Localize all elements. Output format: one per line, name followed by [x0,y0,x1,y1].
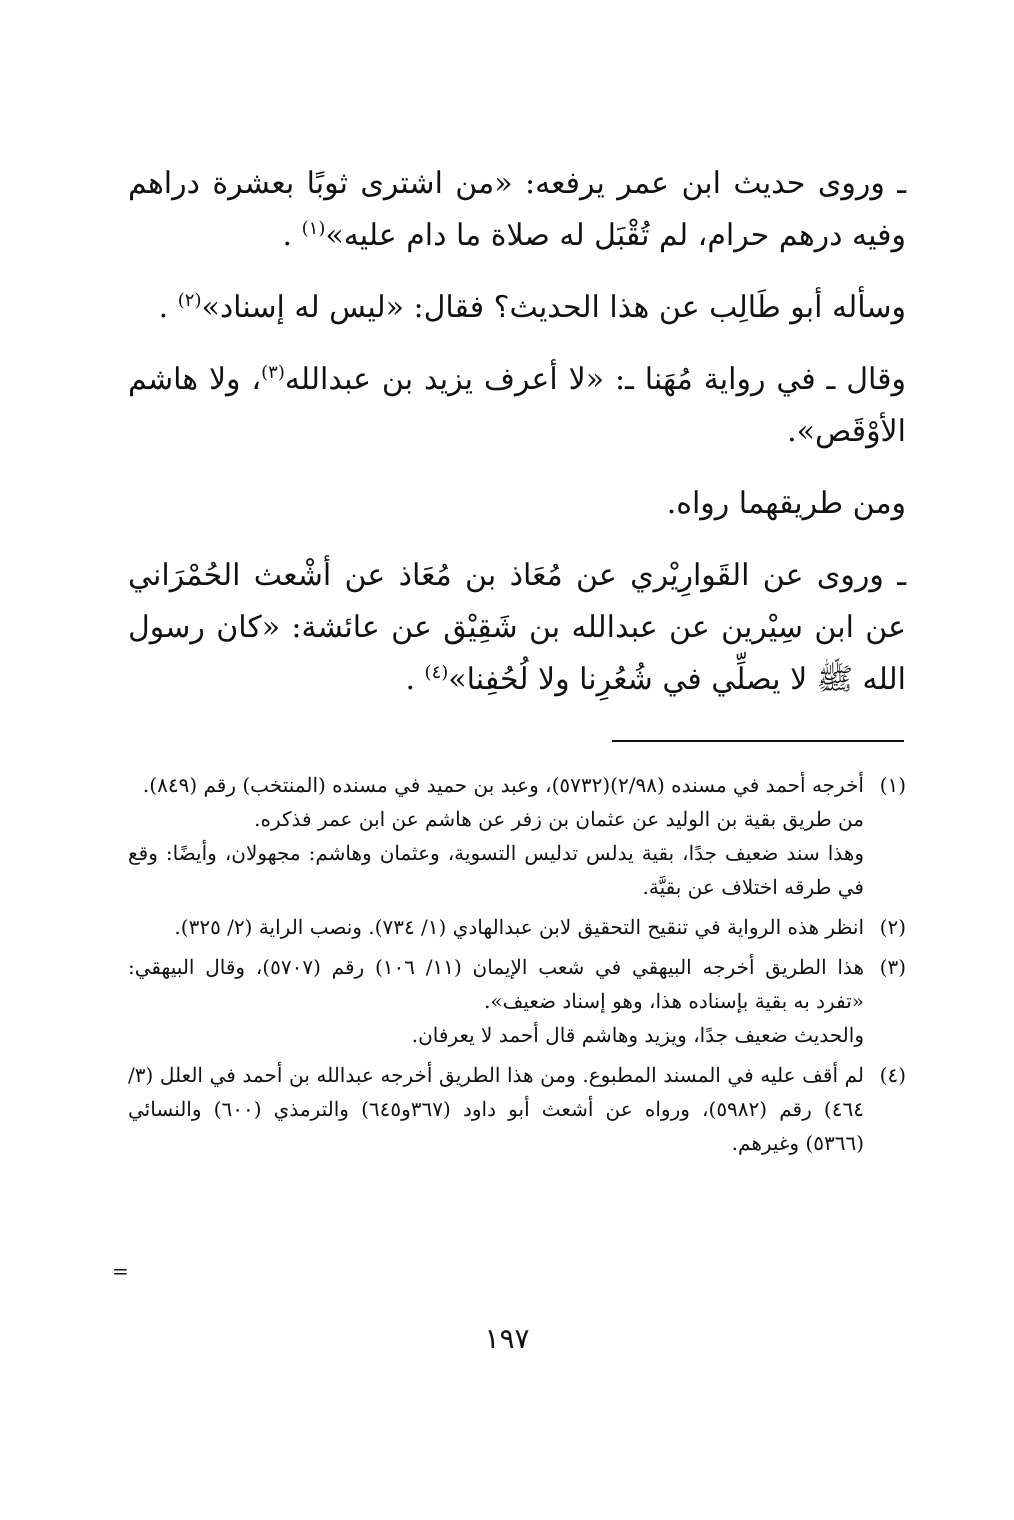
footnote-line: هذا الطريق أخرجه البيهقي في شعب الإيمان (١١/ ١٠٦) رقم (٥٧٠٧)، وقال البيهقي: «تفرد به بقية بإسناده هذا، وهو إسناد ضعيف». [128,955,864,1013]
footnote-ref: (٢) [177,290,202,311]
paragraph-tail: . [158,290,178,325]
paragraph [128,550,906,706]
continuation-mark: = [112,1259,129,1283]
footnote-line: من طريق بقية بن الوليد عن عثمان بن زفر عن هاشم عن ابن عمر فذكره. [254,807,864,831]
paragraph [128,282,906,334]
footnote [128,1058,906,1160]
footnote [128,950,906,1052]
footnote [128,768,906,904]
paragraph-tail: . [405,662,425,697]
paragraph [128,478,906,530]
footnote-body [128,910,864,944]
footnote-ref: (٤) [424,662,449,683]
footnotes [128,768,906,1166]
paragraph-text: وسأله أبو طَالِب عن هذا الحديث؟ فقال: «ليس له إسناد» [201,290,906,325]
footnote-ref: (١) [301,218,326,239]
paragraph-tail: . [282,218,302,253]
footnote-line: والحديث ضعيف جدًا، ويزيد وهاشم قال أحمد لا يعرفان. [411,1023,864,1047]
footnote-number: (٣) [879,955,906,979]
main-text [128,158,906,726]
footnote-number: (٤) [879,1063,906,1087]
paragraph-text: وقال ـ في رواية مُهَنا ـ: «لا أعرف يزيد بن عبدالله [284,362,906,397]
footnote-line: لم أقف عليه في المسند المطبوع. ومن هذا الطريق أخرجه عبدالله بن أحمد في العلل (٣/ ٤٦٤) رقم (٥٩٨٢)، ورواه عن أشعث أبو داود (٣٦٧و٦٤٥) والترمذي (٦٠٠) والنسائي (٥٣٦٦) وغيرهم. [128,1063,864,1155]
paragraph-text: ـ وروى حديث ابن عمر يرفعه: «من اشترى ثوبًا بعشرة دراهم وفيه درهم حرام، لم تُقْبَل له صلاة ما دام عليه» [128,166,906,253]
paragraph-tail: ، ولا هاشم الأوْقَص». [128,362,906,449]
paragraph [128,158,906,262]
footnote-number: (١) [879,773,906,797]
footnote [128,910,906,944]
footnote-line: انظر هذه الرواية في تنقيح التحقيق لابن عبدالهادي (١/ ٧٣٤). ونصب الراية (٢/ ٣٢٥). [174,915,864,939]
footnote-body [128,1058,864,1160]
paragraph [128,354,906,458]
footnote-body [128,768,864,904]
footnote-line: وهذا سند ضعيف جدًا، بقية يدلس تدليس التسوية، وعثمان وهاشم: مجهولان، وأيضًا: وقع في طرقه اختلاف عن بقيَّة. [128,841,864,899]
footnote-divider [612,740,904,742]
page-number: ١٩٧ [484,1322,530,1355]
footnote-body [128,950,864,1052]
paragraph-text: ـ وروى عن القَوارِيْري عن مُعَاذ بن مُعَاذ عن أشْعث الحُمْرَاني عن ابن سِيْرين عن عبدالله بن شَقِيْق عن عائشة: «كان رسول الله ﷺ لا يصلِّي في شُعُرِنا ولا لُحُفِنا» [128,558,906,697]
footnote-line: أخرجه أحمد في مسنده (٢/٩٨)(٥٧٣٢)، وعبد بن حميد في مسنده (المنتخب) رقم (٨٤٩). [142,773,864,797]
footnote-ref: (٣) [261,362,285,383]
footnote-number: (٢) [879,915,906,939]
paragraph-text: ومن طريقهما رواه. [666,486,906,521]
